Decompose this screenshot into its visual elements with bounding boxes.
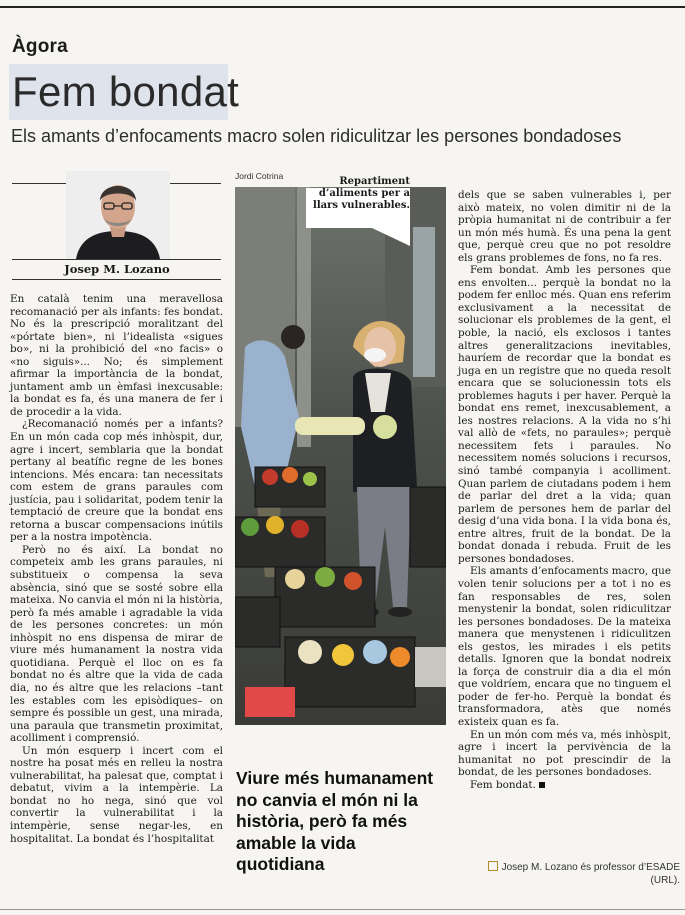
top-rule — [0, 6, 685, 8]
paragraph: Fem bondat. Amb les persones que ens envolten... perquè la bondat no la podem fer enlloc més. Quan ens referim exclusivament a la necessitat de solucionar els problemes de la gent, el poble, la nació, els exclosos i tantes altres generalitzacions inevitables, hauríem de recordar que la bondat es juga en un registre que no queda resolt encara que se solucionessin tots els problemes haguts i per haver. Perquè la bondat ens remet, inexcusablement, a les nostres relacions. A la vida no s’hi val allò de «fets, no paraules»; perquè necessitem fets i paraules. No necessitem només solucions i recursos, sinó també companyia i acolliment. Quan parlem de ciutadans podem i hem de parlar del dret a la vida; quan parlem de persones hem de parlar del desig d’una vida bona. I la vida bona és, entre altres, fruit de la bondat. De la bondat donada i rebuda. Fruit de les persones bondadoses. — [458, 264, 671, 565]
paragraph: dels que se saben vulnerables i, per això mateix, no volen dimitir ni de la pròpia humanitat ni de contribuir a fer un món més humà. És una pena la gent que, perquè creu que no pot resoldre els grans problemes de fons, no fa res. — [458, 189, 671, 264]
author-bottom-rule — [12, 279, 221, 280]
photo-caption: Repartiment d’aliments per a llars vulnerables. — [313, 176, 410, 211]
end-mark-icon — [539, 782, 545, 788]
bottom-rule — [0, 909, 685, 910]
author-name: Josep M. Lozano — [64, 262, 170, 276]
photo-credit: Jordi Cotrina — [235, 171, 284, 181]
author-photo-rule — [12, 259, 221, 260]
closing-paragraph — [458, 779, 671, 792]
author-bio — [470, 861, 680, 887]
pull-quote: Viure més humanament no canvia el món ni la història, però fa més amable la vida quotidiana — [236, 768, 434, 874]
paragraph: ¿Recomanació només per a infants? En un món cada cop més inhòspit, dur, agre i incert, semblaria que la bondat pertany al beatífic regne de les bones intencions. Més encara: tan necessitats com estem de grans paraules com justícia, pau i solidaritat, podem tenir la temptació de creure que la bondat ens retorna a buscar compensacions inútils per a la nostra impotència. — [10, 418, 223, 544]
paragraph: Els amants d’enfocaments macro, que volen tenir solucions per a tot i no es fan responsables de res, solen menystenir la bondat, solen ridiculitzar les persones bondadoses. De la mateixa manera que menystenen i ridiculitzen els gestos, les mirades i els petits detalls. Ignoren que la bondat nodreix la força de construir dia a dia el món que voldríem, encara que no tinguem el poder de fer-ho. Perquè la bondat és transformadora, atès que només existeix quan es fa. — [458, 565, 671, 728]
paragraph: Però no és així. La bondat no competeix amb les grans paraules, ni substitueix o compensa la seva absència, sinó que se sosté sobre ella mateixa. No canvia el món ni la història, però fa més amable i agradable la vida de les persones concretes: un món inhòspit no ens dispensa de mirar de viure més humanament la nostra vida quotidiana. Perquè el lloc on es fa bondat no és altre que la vida de cada dia, no és altre que les relacions –tant les estables com les episòdiques– on sempre és possible un gest, una mirada, una paraula que transmetin proximitat, acolliment i comprensió. — [10, 543, 223, 745]
closing-text: Fem bondat. — [470, 778, 536, 791]
subheadline: Els amants d’enfocaments macro solen ridiculitzar les persones bondadoses — [11, 126, 622, 146]
section-label: Àgora — [12, 36, 68, 57]
bio-square-icon — [488, 861, 498, 871]
news-photo — [235, 187, 446, 725]
headline: Fem bondat — [12, 68, 240, 115]
author-photo — [66, 171, 170, 259]
article-column-3 — [458, 189, 671, 791]
author-bio-text: Josep M. Lozano és professor d’ESADE (URL). — [501, 862, 680, 886]
paragraph: En català tenim una meravellosa recomanació per als infants: fes bondat. No és la prescripció moralitzant del «pórtate bien», ni l’idealista «sigues bo», ni la prohibició del «no facis» o «no siguis»... No; és simplement afirmar la importància de la bondat, juntament amb un èmfasi inexcusable: la bondat es fa, és una manera de fer i de procedir a la vida. — [10, 293, 223, 418]
article-column-1 — [10, 293, 223, 845]
paragraph: Un món esquerp i incert com el nostre ha posat més en relleu la nostra vulnerabilitat, ha palesat que, comptat i debatut, vivim a la intempèrie. La bondat no ho nega, sinó que vol convertir la vulnerabilitat i la intempèrie, sense negar-les, en hospitalitat. La bondat és l’hospitalitat — [10, 744, 223, 845]
paragraph: En un món com més va, més inhòspit, agre i incert la pervivència de la humanitat no pot prescindir de la bondat, de les persones bondadoses. — [458, 728, 671, 779]
